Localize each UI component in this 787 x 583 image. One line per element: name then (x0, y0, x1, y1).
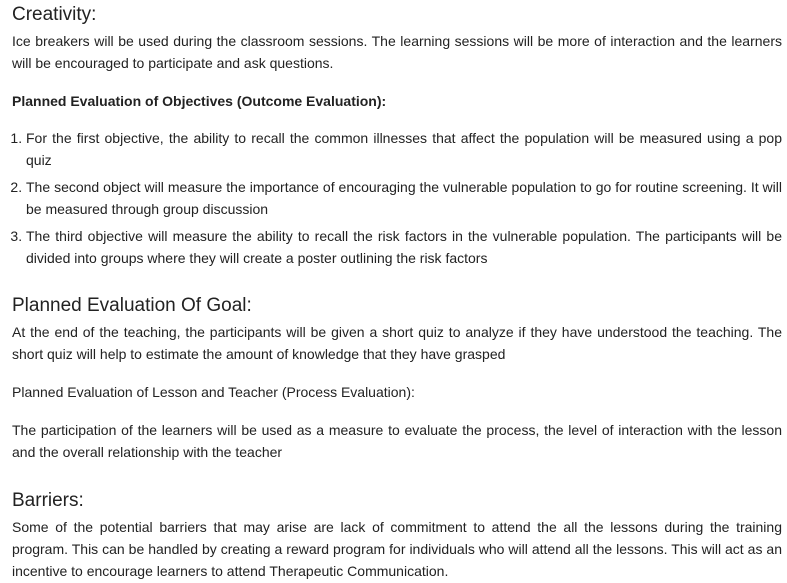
creativity-paragraph: Ice breakers will be used during the classroom sessions. The learning sessions will be more of interaction and the learners will be encouraged to participate and ask questions. (12, 33, 782, 71)
creativity-heading: Creativity: (12, 4, 97, 25)
goal-paragraph: At the end of the teaching, the participants will be given a short quiz to analyze if they have understood the teaching. The short quiz will help to estimate the amount of knowledge that they have grasped (12, 324, 782, 362)
list-item: 2. The second object will measure the importance of encouraging the vulnerable population to go for routine screening. It will be measured through group discussion (26, 176, 782, 220)
process-evaluation-paragraph: The participation of the learners will be used as a measure to evaluate the process, the level of interaction with the lesson and the overall relationship with the teacher (12, 422, 782, 460)
barriers-paragraph: Some of the potential barriers that may arise are lack of commitment to attend the all the lessons during the training program. This can be handled by creating a reward program for individuals who will attend all the lessons. This will act as an incentive to encourage learners to attend Therapeutic Communication. (12, 519, 782, 579)
list-item: 3. The third objective will measure the ability to recall the risk factors in the vulnerable population. The participants will be divided into groups where they will create a poster outlining the risk factors (26, 225, 782, 269)
list-item: 1. For the first objective, the ability to recall the common illnesses that affect the population will be measured using a pop quiz (26, 127, 782, 171)
barriers-heading: Barriers: (12, 490, 84, 511)
objectives-heading: Planned Evaluation of Objectives (Outcome Evaluation): (12, 93, 387, 109)
goal-heading: Planned Evaluation Of Goal: (12, 295, 252, 316)
objectives-list (12, 127, 782, 274)
process-evaluation-heading: Planned Evaluation of Lesson and Teacher (Process Evaluation): (12, 384, 415, 400)
